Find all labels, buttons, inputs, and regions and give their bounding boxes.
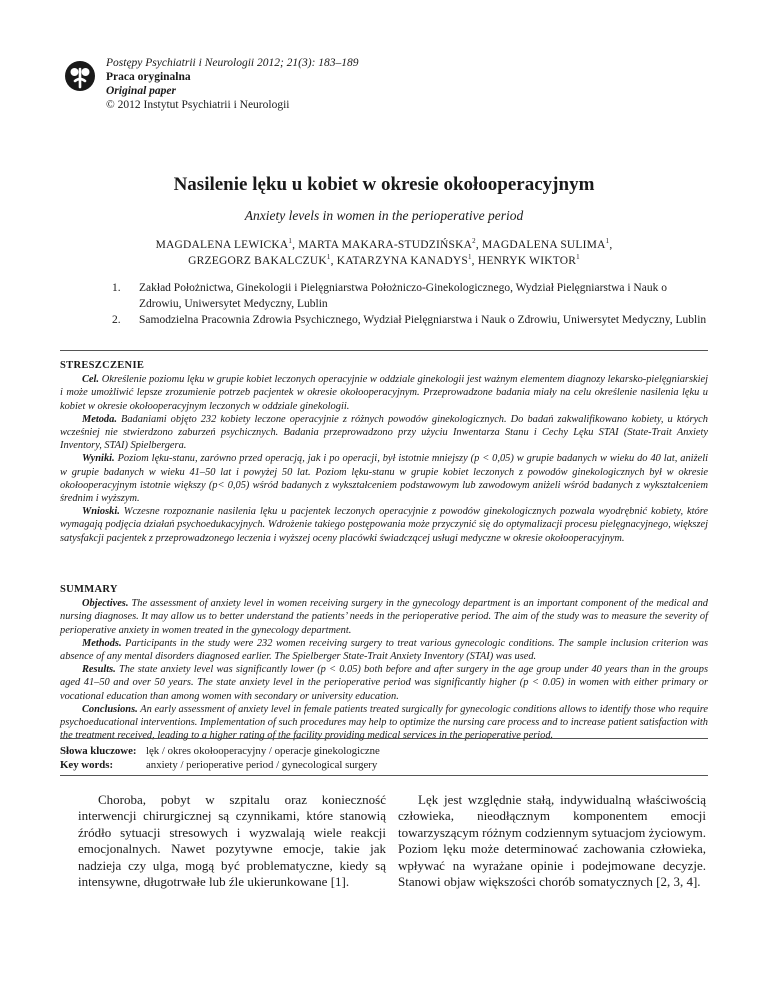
body-column-left: Choroba, pobyt w szpitalu oraz konieczność interwencji chirurgicznej są czynnikami, które stanowią źródło sytuacji stresowych i wyzwalają wiele reakcji emocjonalnych. Nawet pozytywne emocje, takie jak nadzieja czy ulga, mogą być problematyczne, kiedy są intensywne, długotrwałe lub źle ukierunkowane [1]. — [78, 792, 386, 890]
keywords-block — [60, 744, 708, 772]
section-heading: SUMMARY — [60, 584, 118, 595]
divider — [60, 775, 708, 776]
streszczenie-section — [60, 359, 708, 545]
body-column-right: Lęk jest względnie stałą, indywidualną właściwością człowieka, nieodłącznym komponentem emocji towarzyszącym różnym codziennym sytuacjom życiowym. Poziom lęku może determinować zachowania człowieka, wpływać na wyrażane opinie i podejmowane decyzje. Stanowi objaw większości chorób somatycznych [2, 3, 4]. — [398, 792, 706, 890]
affiliation: 1. Zakład Położnictwa, Ginekologii i Pielęgniarstwa Położniczo-Ginekologicznego, Wydział Pielęgniarstwa i Nauk o Zdrowiu, Uniwersytet Medyczny, Lublin — [112, 282, 667, 310]
copyright: © 2012 Instytut Psychiatrii i Neurologii — [106, 99, 290, 111]
author: MAGDALENA LEWICKA$^1$, — [155, 237, 299, 251]
abstract-paragraph: Wyniki. Poziom lęku-stanu, zarówno przed operacją, jak i po operacji, był istotnie mniejszy (p < 0,05) w grupie badanych w wieku do 40 lat, aniżeli w grupie badanych w wieku 41–50 lat i powyżej 50 lat. Poziom lęku-stanu w grupie kobiet leczonych z powodów ginekologicznych był w okresie okołooperacyjnym istotnie większy (p< 0,05) wśród badanych z wykształceniem podstawowym lub zawodowym aniżeli wśród badanych z wykształceniem średnim i wyższym. — [60, 453, 708, 505]
author: HENRYK WIKTOR$^1$ — [477, 253, 580, 267]
abstract-paragraph: Results. The state anxiety level was significantly lower (p < 0.05) both before and after surgery in the age group under 40 years than in the groups aged 41–50 and over 50 years. The state anxiety level in the perioperative period was significantly higher (p < 0.05) in women with either primary or vocational education than among women with secondary or university education. — [60, 664, 708, 702]
abstract-paragraph: Objectives. The assessment of anxiety level in women receiving surgery in the gynecology department is an important component of the medical and nursing diagnoses. It may allow us to better understand the patients’ needs in the perioperative period. The aim of the study was to measure the severity of perioperative anxiety in women treated in the gynecology department. — [60, 598, 708, 636]
abstract-paragraph: Metoda. Badaniami objęto 232 kobiety leczone operacyjnie z różnych powodów ginekologicznych. Do badań zakwalifikowano kobiety, u których wcześniej nie stwierdzono zaburzeń psychicznych. Badania przeprowadzono przy użyciu Inwentarza Stanu i Cechy Lęku STAI (State-Trait Anxiety Inventory, STAI) Spielbergera. — [60, 413, 708, 452]
abstract-paragraph: Wnioski. Wczesne rozpoznanie nasilenia lęku u pacjentek leczonych operacyjnie z powodów ginekologicznych pozwala wyodrębnić kobiety, które wymagają podjęcia działań psychoedukacyjnych. Wdrożenie takiego postępowania może przyczynić się do optymalizacji procesu pielęgnacyjnego, większej satysfakcji pacjentek z przeprowadzonego leczenia i wyższej oceny placówki świadczącej usługi medyczne w okresie okołooperacyjnym. — [60, 506, 708, 544]
keywords-pl: Słowa kluczowe: lęk / okres okołooperacyjny / operacje ginekologiczne — [60, 745, 380, 757]
summary-section — [60, 583, 708, 742]
paper-subtitle: Anxiety levels in women in the perioperative period — [244, 208, 524, 223]
article-type-en: Original paper — [106, 85, 176, 97]
author: MARTA MAKARA-STUDZIŃSKA$^2$, — [298, 237, 482, 251]
author: KATARZYNA KANADYS$^1$, — [336, 253, 478, 267]
abstract-paragraph: Methods. Participants in the study were 232 women receiving surgery to treat various gynecologic conditions. The sample inclusion criterion was absence of any mental disorders diagnosed earlier. The Spielberger State-Trait Anxiety Inventory (STAI) was used. — [60, 637, 708, 663]
section-heading: STRESZCZENIE — [60, 360, 145, 371]
paper-title: Nasilenie lęku u kobiet w okresie okołooperacyjnym — [173, 174, 595, 195]
author: GRZEGORZ BAKALCZUK$^1$, — [188, 253, 337, 267]
journal-citation: Postępy Psychiatrii i Neurologii 2012; 21(3): 183–189 — [106, 57, 359, 69]
divider — [60, 738, 708, 739]
journal-header — [106, 56, 359, 112]
affiliation-list — [112, 280, 712, 328]
keywords-en: Key words: anxiety / perioperative period / gynecological surgery — [60, 759, 378, 771]
affiliation: 2. Samodzielna Pracownia Zdrowia Psychicznego, Wydział Pielęgniarstwa i Nauk o Zdrowiu, Uniwersytet Medyczny, Lublin — [112, 314, 707, 326]
journal-logo-icon — [64, 60, 96, 92]
article-type-pl: Praca oryginalna — [106, 71, 191, 83]
author-list — [60, 237, 708, 269]
abstract-paragraph: Conclusions. An early assessment of anxiety level in female patients treated surgically for gynecologic conditions allows to identify those who require psychoeducational interventions. Implementation of such procedures may help to optimize the nursing care process and to increase patient satisfaction with the treatment received, leading to a higher rating of the facility providing medical services in the perioperative period. — [60, 703, 708, 742]
abstract-paragraph: Cel. Określenie poziomu lęku w grupie kobiet leczonych operacyjnie w oddziale ginekologii jest ważnym elementem diagnozy lekarsko-pielęgniarskiej i może umożliwić lepsze zrozumienie potrzeb pacjentek w okresie okołooperacyjnym. Przeprowadzone badania miały na celu określenie nasilenia lęku u kobiet w okresie okołooperacyjnym leczonych w oddziale ginekologii. — [60, 374, 708, 412]
divider — [60, 350, 708, 351]
author: MAGDALENA SULIMA$^1$, — [481, 237, 613, 251]
